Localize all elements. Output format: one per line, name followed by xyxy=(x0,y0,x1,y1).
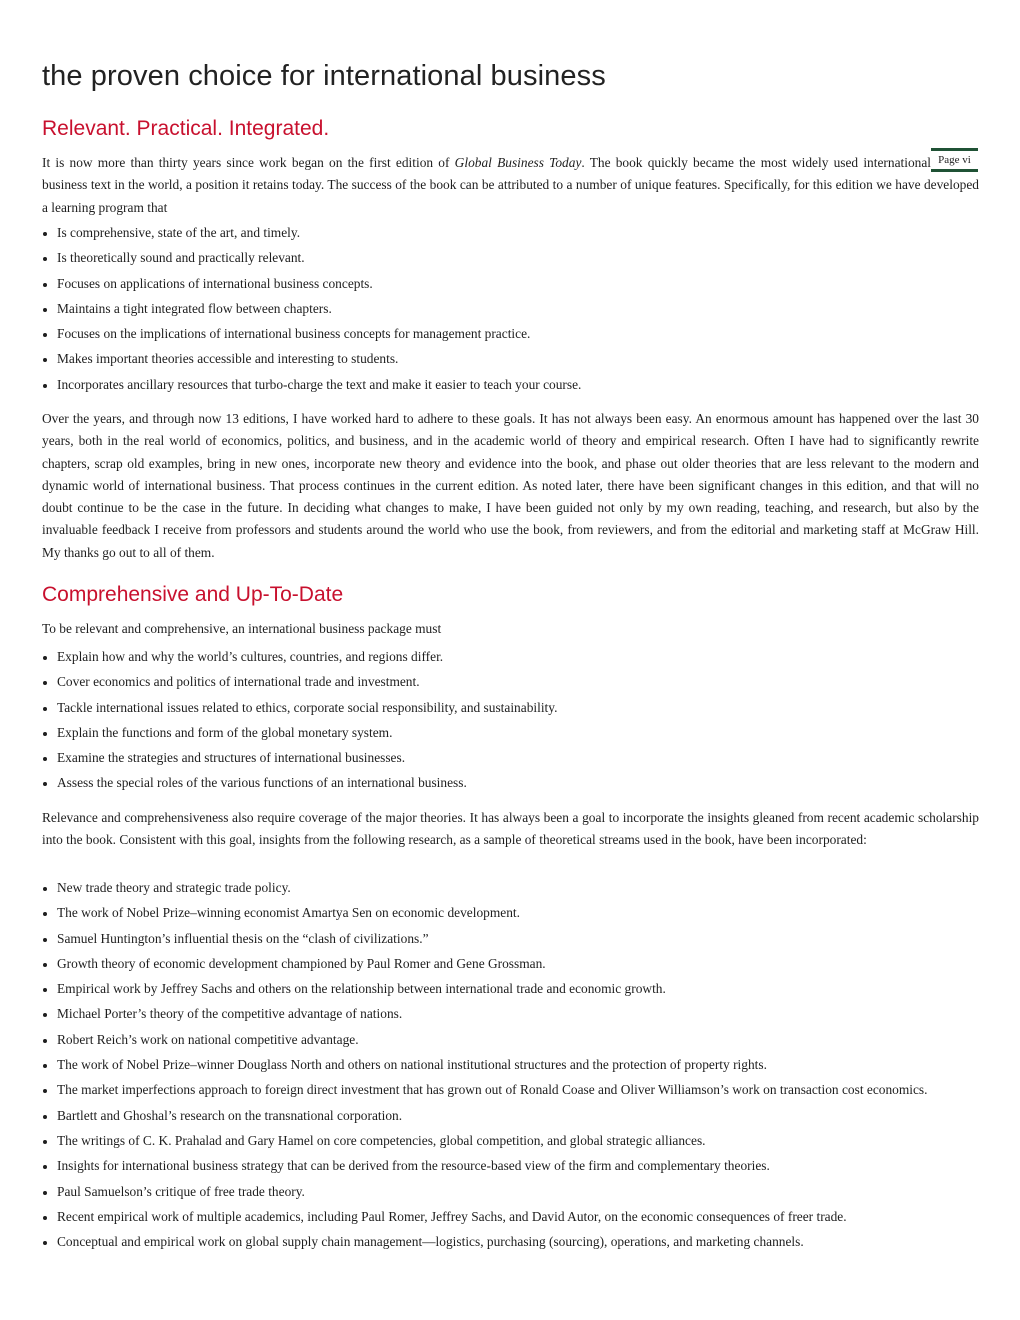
list-item: Empirical work by Jeffrey Sachs and others on the relationship between international trade and economic growth. xyxy=(42,978,979,1000)
intro-text-before: It is now more than thirty years since work began on the first edition of xyxy=(42,155,455,170)
list-item: Conceptual and empirical work on global supply chain management—logistics, purchasing (sourcing), operations, and marketing channels. xyxy=(42,1231,979,1253)
list-item: The writings of C. K. Prahalad and Gary Hamel on core competencies, global competition, and global strategic alliances. xyxy=(42,1130,979,1152)
list-item: Bartlett and Ghoshal’s research on the transnational corporation. xyxy=(42,1105,979,1127)
list-item: The market imperfections approach to foreign direct investment that has grown out of Ronald Coase and Oliver Williamson’s work on transaction cost economics. xyxy=(42,1079,979,1101)
list-item: Insights for international business strategy that can be derived from the resource-based view of the firm and complementary theories. xyxy=(42,1155,979,1177)
theory-intro-paragraph: Relevance and comprehensiveness also require coverage of the major theories. It has always been a goal to incorporate the insights gleaned from recent academic scholarship into the book. Consistent with this goal, insights from the following research, as a sample of theoretical streams used in the book, have been incorporated: xyxy=(42,810,979,848)
list-item: Focuses on the implications of international business concepts for management practice. xyxy=(42,323,979,345)
intro-text-after: . The book quickly became the most widely used international business text in the world, a position it retains today. The success of the book can be attributed to a number of unique features. Specifically, for this edition we have developed a learning program that xyxy=(42,155,979,215)
list-item: Assess the special roles of the various functions of an international business. xyxy=(42,772,979,794)
closing-paragraph: Over the years, and through now 13 editions, I have worked hard to adhere to these goals. It has not always been easy. An enormous amount has happened over the last 30 years, both in the real world of economics, politics, and business, and in the academic world of theory and empirical research. Often I have had to significantly rewrite chapters, scrap old examples, bring in new ones, incorporate new theory and evidence into the book, and phase out older theories that are less relevant to the modern and dynamic world of international business. That process continues in the current edition. As noted later, there have been significant changes in this edition, and that will no doubt continue to be the case in the future. In deciding what changes to make, I have been guided not only by my own reading, teaching, and research, but also by the invaluable feedback I receive from professors and students around the world who use the book, from reviewers, and from the editorial and marketing staff at McGraw Hill. My thanks go out to all of them. xyxy=(42,411,979,560)
list-item: Paul Samuelson’s critique of free trade theory. xyxy=(42,1181,979,1203)
section2-intro: To be relevant and comprehensive, an international business package must xyxy=(42,621,442,636)
list-item: Cover economics and politics of international trade and investment. xyxy=(42,671,979,693)
list-item: Maintains a tight integrated flow between chapters. xyxy=(42,298,979,320)
requirements-list xyxy=(42,646,979,798)
section-heading-comprehensive: Comprehensive and Up-To-Date xyxy=(42,583,344,606)
page-title: the proven choice for international business xyxy=(42,60,606,92)
theories-list xyxy=(42,877,979,1256)
intro-paragraph xyxy=(42,152,979,219)
list-item: Is comprehensive, state of the art, and timely. xyxy=(42,222,979,244)
list-item: Tackle international issues related to ethics, corporate social responsibility, and sustainability. xyxy=(42,697,979,719)
list-item: The work of Nobel Prize–winner Douglass North and others on national institutional structures and the protection of property rights. xyxy=(42,1054,979,1076)
list-item: Makes important theories accessible and interesting to students. xyxy=(42,348,979,370)
book-title: Global Business Today xyxy=(454,155,582,170)
list-item: Examine the strategies and structures of international businesses. xyxy=(42,747,979,769)
list-item: Michael Porter’s theory of the competitive advantage of nations. xyxy=(42,1003,979,1025)
list-item: Explain how and why the world’s cultures, countries, and regions differ. xyxy=(42,646,979,668)
page-number-marker: Page vi xyxy=(931,148,978,172)
list-item: The work of Nobel Prize–winning economist Amartya Sen on economic development. xyxy=(42,902,979,924)
list-item: Focuses on applications of international business concepts. xyxy=(42,273,979,295)
list-item: Recent empirical work of multiple academics, including Paul Romer, Jeffrey Sachs, and David Autor, on the economic consequences of freer trade. xyxy=(42,1206,979,1228)
list-item: Robert Reich’s work on national competitive advantage. xyxy=(42,1029,979,1051)
list-item: New trade theory and strategic trade policy. xyxy=(42,877,979,899)
list-item: Incorporates ancillary resources that turbo-charge the text and make it easier to teach your course. xyxy=(42,374,979,396)
list-item: Growth theory of economic development championed by Paul Romer and Gene Grossman. xyxy=(42,953,979,975)
features-list xyxy=(42,222,979,399)
list-item: Samuel Huntington’s influential thesis on the “clash of civilizations.” xyxy=(42,928,979,950)
list-item: Explain the functions and form of the global monetary system. xyxy=(42,722,979,744)
list-item: Is theoretically sound and practically relevant. xyxy=(42,247,979,269)
section-heading-relevant: Relevant. Practical. Integrated. xyxy=(42,117,330,140)
